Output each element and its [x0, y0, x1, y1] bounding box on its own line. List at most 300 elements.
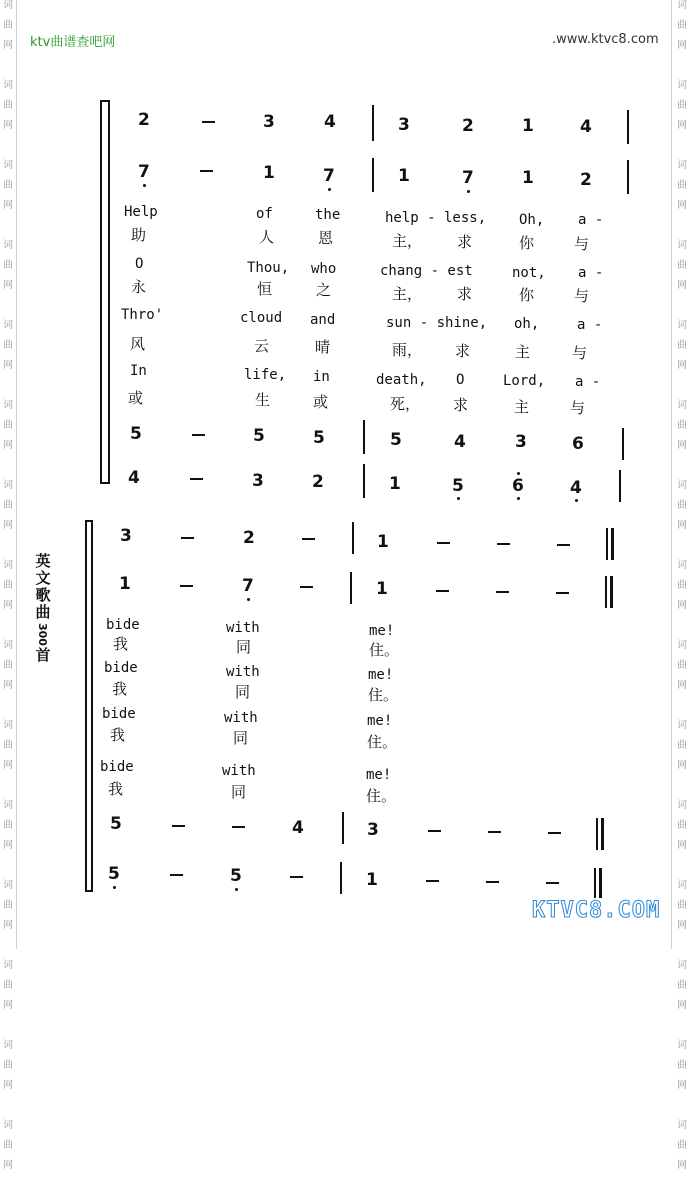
lyric-en: oh,	[514, 316, 540, 332]
lyric-cn: 雨，	[392, 341, 423, 359]
dash	[428, 830, 441, 832]
watermark-char: 网	[677, 1080, 687, 1091]
watermark-gap	[1, 860, 15, 880]
watermark-char: 网	[3, 840, 13, 851]
watermark-char: 曲	[3, 740, 13, 751]
watermark-char: 词	[677, 880, 687, 891]
watermark-char: 网	[3, 440, 13, 451]
barline	[627, 110, 629, 144]
note: 1	[389, 474, 401, 494]
watermark-char: 网	[677, 520, 687, 531]
watermark-char: 词	[3, 640, 13, 651]
watermark-char: 词	[3, 1040, 13, 1051]
note: 5	[253, 426, 265, 446]
low-octave-dot	[247, 598, 250, 601]
right-border	[671, 0, 672, 949]
lyric-en: In	[130, 363, 147, 379]
note: 3	[367, 820, 379, 840]
watermark-char: 网	[677, 840, 687, 851]
note: 1	[263, 163, 275, 183]
lyric-cn: 主，	[392, 285, 423, 303]
lyric-cn: 晴	[315, 338, 331, 356]
lyric-en: Thro'	[121, 307, 164, 323]
lyric-cn: 与	[570, 399, 586, 417]
lyric-en: in	[313, 369, 330, 385]
barline	[363, 464, 365, 498]
note: 1	[377, 532, 389, 552]
watermark-char: 词	[677, 800, 687, 811]
note: 7	[242, 576, 254, 596]
note: 3	[263, 112, 275, 132]
watermark-char: 网	[3, 520, 13, 531]
note: 5	[110, 814, 122, 834]
note: 5	[452, 476, 464, 496]
note: 2	[138, 110, 150, 130]
watermark-char: 曲	[677, 1140, 687, 1151]
watermark-char: 网	[677, 760, 687, 771]
lyric-cn: 我	[113, 635, 129, 653]
note: 3	[252, 471, 264, 491]
watermark-char: 词	[3, 0, 13, 11]
watermark-char: 曲	[3, 340, 13, 351]
lyric-en: with	[226, 664, 260, 680]
lyric-cn: 求	[457, 285, 473, 303]
book-title-char: 歌	[35, 586, 51, 604]
watermark-char: 网	[677, 40, 687, 51]
note: 1	[522, 116, 534, 136]
lyric-cn: 同	[235, 683, 251, 701]
dash	[200, 170, 213, 172]
barline	[372, 158, 374, 192]
watermark-char: 词	[677, 720, 687, 731]
watermark-char: 曲	[3, 180, 13, 191]
lyric-en: with	[222, 763, 256, 779]
watermark-char: 曲	[677, 980, 687, 991]
dash	[172, 825, 185, 827]
low-octave-dot	[113, 886, 116, 889]
dash	[181, 537, 194, 539]
site-logo: KTVC8.COM	[532, 898, 661, 923]
watermark-char: 词	[677, 640, 687, 651]
watermark-gap	[675, 780, 689, 800]
watermark-char: 曲	[677, 100, 687, 111]
watermark-char: 词	[677, 160, 687, 171]
lyric-cn: 同	[233, 729, 249, 747]
watermark-gap	[675, 540, 689, 560]
watermark-gap	[1, 540, 15, 560]
lyric-cn: 住。	[367, 733, 398, 751]
lyric-cn: 死，	[390, 395, 421, 413]
barline	[622, 428, 624, 460]
note: 5	[108, 864, 120, 884]
lyric-cn: 同	[236, 638, 252, 656]
lyric-cn: 永	[131, 278, 147, 296]
note: 2	[580, 170, 592, 190]
barline	[352, 522, 354, 554]
watermark-char: 网	[677, 360, 687, 371]
watermark-char: 词	[3, 800, 13, 811]
note: 5	[313, 428, 325, 448]
watermark-gap	[1, 940, 15, 960]
lyric-en: of	[256, 206, 273, 222]
watermark-char: 网	[677, 1160, 687, 1171]
lyric-cn: 住。	[368, 686, 399, 704]
lyric-cn: 或	[128, 389, 144, 407]
watermark-char: 词	[677, 560, 687, 571]
watermark-gap	[1, 1100, 15, 1120]
low-octave-dot	[575, 499, 578, 502]
watermark-char: 网	[677, 600, 687, 611]
watermark-char: 曲	[677, 820, 687, 831]
dash	[556, 592, 569, 594]
watermark-char: 词	[677, 960, 687, 971]
lyric-en: me!	[368, 667, 394, 683]
watermark-char: 词	[3, 720, 13, 731]
dash	[302, 538, 315, 540]
barline	[340, 862, 342, 894]
low-octave-dot	[328, 188, 331, 191]
note: 4	[454, 432, 466, 452]
final-barline-thin	[594, 868, 596, 898]
barline	[363, 420, 365, 454]
note: 1	[119, 574, 131, 594]
lyric-en: bide	[106, 617, 140, 633]
lyric-en: death,	[376, 372, 427, 388]
dash	[300, 586, 313, 588]
watermark-gap	[675, 940, 689, 960]
low-octave-dot	[235, 888, 238, 891]
lyric-en: and	[310, 312, 336, 328]
book-title-char: 曲	[35, 603, 51, 621]
lyric-en: chang - est	[380, 263, 473, 279]
final-barline-thick	[599, 868, 602, 898]
lyric-en: me!	[367, 713, 393, 729]
lyric-en: Help	[124, 204, 158, 220]
lyric-en: me!	[369, 623, 395, 639]
note: 7	[323, 166, 335, 186]
watermark-gap	[675, 140, 689, 160]
watermark-char: 词	[677, 320, 687, 331]
watermark-gap	[1, 780, 15, 800]
dash	[486, 881, 499, 883]
note: 6	[512, 476, 524, 496]
lyric-en: with	[224, 710, 258, 726]
note: 4	[580, 117, 592, 137]
watermark-char: 网	[3, 360, 13, 371]
dash	[192, 434, 205, 436]
left-border	[16, 0, 17, 949]
dash	[557, 544, 570, 546]
final-barline-thick	[601, 818, 604, 850]
watermark-char: 网	[677, 280, 687, 291]
watermark-char: 曲	[3, 980, 13, 991]
book-title-char: 英	[35, 552, 51, 570]
lyric-cn: 之	[316, 281, 332, 299]
note: 6	[572, 434, 584, 454]
watermark-char: 网	[3, 920, 13, 931]
watermark-char: 网	[3, 600, 13, 611]
lyric-cn: 恩	[318, 229, 334, 247]
lyric-cn: 助	[131, 226, 147, 244]
watermark-gap	[675, 460, 689, 480]
barline	[619, 470, 621, 502]
watermark-char: 曲	[677, 180, 687, 191]
watermark-char: 网	[3, 1080, 13, 1091]
final-barline-thin	[596, 818, 598, 850]
watermark-char: 词	[3, 240, 13, 251]
watermark-char: 词	[677, 480, 687, 491]
lyric-cn: 我	[112, 680, 128, 698]
final-barline-thick	[611, 528, 614, 560]
lyric-en: who	[311, 261, 337, 277]
note: 3	[120, 526, 132, 546]
book-title	[34, 553, 52, 664]
note: 5	[390, 430, 402, 450]
watermark-char: 曲	[3, 580, 13, 591]
watermark-char: 曲	[3, 820, 13, 831]
lyric-en: bide	[104, 660, 138, 676]
barline	[372, 105, 374, 141]
watermark-char: 词	[3, 880, 13, 891]
watermark-char: 网	[677, 440, 687, 451]
watermark-gap	[675, 220, 689, 240]
watermark-char: 词	[677, 80, 687, 91]
watermark-char: 曲	[3, 660, 13, 671]
lyric-en: the	[315, 207, 341, 223]
lyric-cn: 我	[108, 780, 124, 798]
barline	[350, 572, 352, 604]
watermark-gap	[675, 700, 689, 720]
lyric-cn: 住。	[369, 641, 400, 659]
book-title-char: 300	[36, 622, 49, 646]
watermark-gap	[1, 620, 15, 640]
watermark-char: 词	[677, 1120, 687, 1131]
lyric-cn: 主	[514, 398, 530, 416]
watermark-char: 网	[3, 760, 13, 771]
lyric-cn: 你	[519, 286, 535, 304]
lyric-en: Oh,	[519, 212, 545, 228]
side-watermark-right	[675, 0, 689, 1171]
watermark-char: 网	[3, 200, 13, 211]
note: 2	[243, 528, 255, 548]
lyric-en: a -	[578, 212, 604, 228]
watermark-gap	[1, 300, 15, 320]
watermark-char: 曲	[677, 660, 687, 671]
final-barline-thin	[605, 576, 607, 608]
lyric-cn: 我	[110, 726, 126, 744]
lyric-en: bide	[102, 706, 136, 722]
watermark-char: 词	[3, 960, 13, 971]
note: 1	[376, 579, 388, 599]
watermark-gap	[675, 1020, 689, 1040]
watermark-char: 曲	[3, 1140, 13, 1151]
dash	[290, 876, 303, 878]
dash	[190, 478, 203, 480]
watermark-char: 词	[3, 160, 13, 171]
watermark-char: 曲	[677, 340, 687, 351]
final-barline-thin	[606, 528, 608, 560]
watermark-gap	[1, 220, 15, 240]
lyric-cn: 与	[574, 235, 590, 253]
note: 4	[570, 478, 582, 498]
lyric-en: a -	[575, 374, 601, 390]
lyric-cn: 求	[453, 396, 469, 414]
lyric-en: me!	[366, 767, 392, 783]
lyric-en: a -	[578, 265, 604, 281]
note: 7	[462, 168, 474, 188]
watermark-char: 词	[677, 240, 687, 251]
watermark-gap	[675, 1180, 689, 1200]
lyric-en: cloud	[240, 310, 283, 326]
lyric-cn: 恒	[257, 280, 273, 298]
lyric-cn: 云	[254, 337, 270, 355]
dash	[170, 874, 183, 876]
watermark-gap	[675, 860, 689, 880]
watermark-gap	[1, 1180, 15, 1200]
watermark-char: 网	[677, 200, 687, 211]
lyric-cn: 求	[455, 342, 471, 360]
lyric-en: sun - shine,	[386, 315, 488, 331]
lyric-cn: 与	[572, 344, 588, 362]
watermark-gap	[1, 140, 15, 160]
watermark-char: 网	[3, 680, 13, 691]
lyric-cn: 主	[515, 343, 531, 361]
lyric-en: Thou,	[247, 260, 290, 276]
watermark-gap	[1, 60, 15, 80]
dash	[180, 585, 193, 587]
watermark-char: 网	[3, 280, 13, 291]
watermark-char: 网	[3, 1000, 13, 1011]
lyric-en: with	[226, 620, 260, 636]
lyric-cn: 与	[574, 287, 590, 305]
watermark-char: 网	[677, 920, 687, 931]
site-url: .www.ktvc8.com	[552, 32, 659, 47]
watermark-char: 曲	[3, 100, 13, 111]
watermark-char: 网	[3, 120, 13, 131]
dash	[548, 832, 561, 834]
watermark-gap	[1, 460, 15, 480]
watermark-char: 网	[677, 1000, 687, 1011]
high-octave-dot	[517, 472, 520, 475]
note: 1	[366, 870, 378, 890]
watermark-char: 曲	[3, 900, 13, 911]
dash	[436, 590, 449, 592]
lyric-cn: 住。	[366, 787, 397, 805]
dash	[546, 882, 559, 884]
watermark-gap	[675, 620, 689, 640]
note: 1	[398, 166, 410, 186]
low-octave-dot	[517, 497, 520, 500]
lyric-en: life,	[244, 367, 287, 383]
system-1-bracket-line	[108, 100, 110, 484]
watermark-char: 网	[677, 120, 687, 131]
final-barline-thick	[610, 576, 613, 608]
system-2-bracket-line	[91, 520, 93, 892]
note: 4	[324, 112, 336, 132]
watermark-char: 词	[677, 1040, 687, 1051]
dash	[232, 826, 245, 828]
watermark-char: 曲	[677, 20, 687, 31]
lyric-en: Lord,	[503, 373, 546, 389]
watermark-char: 曲	[677, 900, 687, 911]
lyric-cn: 风	[130, 335, 146, 353]
watermark-gap	[675, 380, 689, 400]
watermark-char: 曲	[3, 500, 13, 511]
note: 1	[522, 168, 534, 188]
lyric-cn: 人	[259, 228, 275, 246]
lyric-cn: 同	[231, 783, 247, 801]
note: 4	[128, 468, 140, 488]
lyric-cn: 生	[255, 391, 271, 409]
watermark-char: 曲	[677, 580, 687, 591]
lyric-cn: 你	[519, 234, 535, 252]
watermark-char: 曲	[677, 420, 687, 431]
watermark-char: 词	[3, 1120, 13, 1131]
note: 3	[398, 115, 410, 135]
lyric-en: a -	[577, 317, 603, 333]
site-name: ktv曲谱查吧网	[30, 35, 116, 50]
watermark-char: 词	[3, 560, 13, 571]
side-watermark-left	[1, 0, 15, 1171]
watermark-char: 曲	[3, 1060, 13, 1071]
system-1-brace	[100, 100, 108, 484]
low-octave-dot	[467, 190, 470, 193]
watermark-char: 曲	[3, 260, 13, 271]
watermark-gap	[1, 700, 15, 720]
watermark-char: 网	[3, 40, 13, 51]
watermark-gap	[1, 380, 15, 400]
watermark-char: 词	[3, 480, 13, 491]
low-octave-dot	[457, 497, 460, 500]
dash	[496, 591, 509, 593]
watermark-char: 网	[3, 1160, 13, 1171]
watermark-char: 词	[677, 400, 687, 411]
note: 7	[138, 162, 150, 182]
watermark-gap	[675, 300, 689, 320]
lyric-cn: 或	[313, 393, 329, 411]
note: 2	[462, 116, 474, 136]
watermark-char: 词	[3, 400, 13, 411]
lyric-en: O	[135, 256, 144, 272]
note: 5	[230, 866, 242, 886]
watermark-char: 曲	[3, 20, 13, 31]
watermark-gap	[675, 60, 689, 80]
watermark-char: 曲	[677, 1060, 687, 1071]
barline	[627, 160, 629, 194]
watermark-char: 网	[677, 680, 687, 691]
watermark-char: 曲	[677, 260, 687, 271]
watermark-gap	[1, 1020, 15, 1040]
low-octave-dot	[143, 184, 146, 187]
book-title-char: 首	[35, 646, 51, 664]
lyric-en: bide	[100, 759, 134, 775]
watermark-char: 词	[677, 0, 687, 11]
dash	[426, 880, 439, 882]
lyric-en: O	[456, 372, 465, 388]
watermark-char: 词	[3, 80, 13, 91]
watermark-char: 词	[3, 320, 13, 331]
dash	[488, 831, 501, 833]
watermark-char: 曲	[677, 500, 687, 511]
note: 5	[130, 424, 142, 444]
lyric-en: not,	[512, 265, 546, 281]
dash	[202, 121, 215, 123]
lyric-cn: 主，	[392, 232, 423, 250]
watermark-char: 曲	[677, 740, 687, 751]
note: 3	[515, 432, 527, 452]
book-title-char: 文	[35, 569, 51, 587]
watermark-gap	[675, 1100, 689, 1120]
